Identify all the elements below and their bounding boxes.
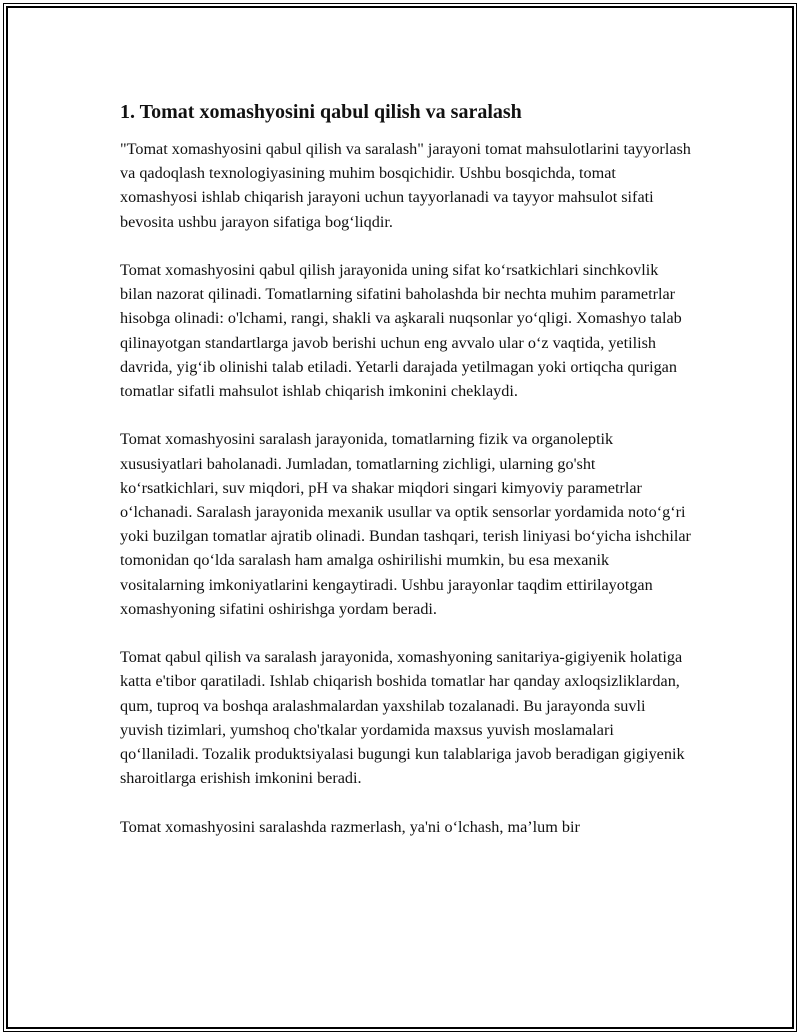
section-heading: 1. Tomat xomashyosini qabul qilish va saralash (120, 101, 522, 123)
paragraph-1: "Tomat xomashyosini qabul qilish va saralash" jarayoni tomat mahsulotlarini tayyorlash va qadoqlash texnologiyasining muhim bosqichidir. Ushbu bosqichda, tomat xomashyosi ishlab chiqarish jarayoni uchun tayyorlanadi va tayyor mahsulot sifati bevosita ushbu jarayon sifatiga bog‘liqdir. (120, 140, 691, 231)
paragraph-5: Tomat xomashyosini saralashda razmerlash, ya'ni o‘lchash, ma’lum bir (120, 817, 580, 836)
document-body (120, 98, 692, 863)
paragraph-2: Tomat xomashyosini qabul qilish jarayonida uning sifat ko‘rsatkichlari sinchkovlik bilan nazorat qilinadi. Tomatlarning sifatini baholashda bir nechta muhim parametrlar hisobga olinadi: o'lchami, rangi, shakli va aşkarali nuqsonlar yo‘qligi. Xomashyo talab qilinayotgan standartlarga javob berishi uchun eng avvalo ular o‘z vaqtida, yetilish davrida, yig‘ib olinishi talab etiladi. Yetarli darajada yetilmagan yoki ortiqcha qurigan tomatlar sifatli mahsulot ishlab chiqarish imkonini cheklaydi. (120, 261, 682, 401)
paragraph-4: Tomat qabul qilish va saralash jarayonida, xomashyoning sanitariya-gigiyenik holatiga katta e'tibor qaratiladi. Ishlab chiqarish boshida tomatlar har qanday axloqsizliklardan, qum, tuproq va boshqa aralashmalardan yaxshilab tozalanadi. Bu jarayonda suvli yuvish tizimlari, yumshoq cho'tkalar yordamida maxsus yuvish moslamalari qo‘llaniladi. Tozalik produktsiyalasi bugungi kun talablariga javob beradigan gigiyenik sharoitlarga erishish imkonini beradi. (120, 648, 685, 788)
page-frame (6, 6, 794, 1029)
paragraph-3: Tomat xomashyosini saralash jarayonida, tomatlarning fizik va organoleptik xususiyatlari baholanadi. Jumladan, tomatlarning zichligi, ularning go'sht ko‘rsatkichlari, suv miqdori, pH va shakar miqdori singari kimyoviy parametrlar o‘lchanadi. Saralash jarayonida mexanik usullar va optik sensorlar yordamida noto‘g‘ri yoki buzilgan tomatlar ajratib olinadi. Bundan tashqari, terish liniyasi bo‘yicha ishchilar tomonidan qo‘lda saralash ham amalga oshirilishi mumkin, bu esa mexanik vositalarning imkoniyatlarini kengaytiradi. Ushbu jarayonlar taqdim ettirilayotgan xomashyoning sifatini oshirishga yordam beradi. (120, 430, 691, 618)
